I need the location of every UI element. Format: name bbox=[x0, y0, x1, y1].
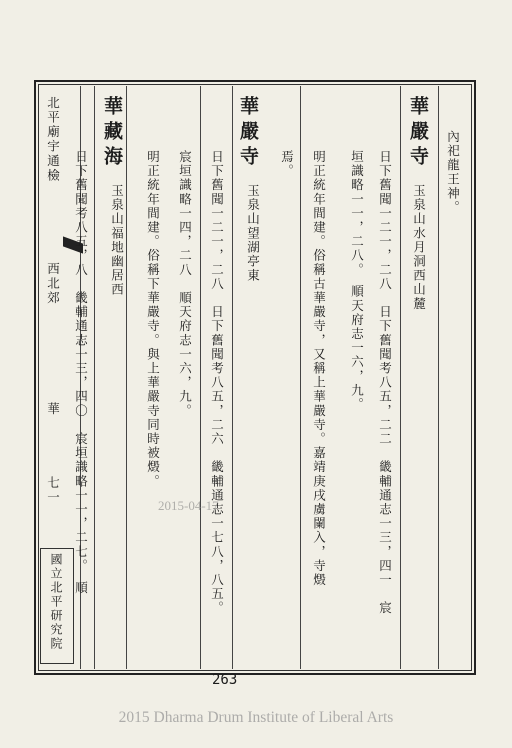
entry-c-history: 明正統年間建。俗稱下華嚴寺。與上華嚴寺同時被燬。 bbox=[145, 150, 161, 489]
column-rule bbox=[200, 86, 201, 669]
entry-b-refs-2: 垣識略一一，二八。 順天府志一六，九。 bbox=[349, 150, 365, 412]
entry-b-location: 玉泉山水月洞西山麓 bbox=[411, 184, 427, 311]
entry-d-heading: 華藏海 bbox=[101, 96, 123, 171]
entry-c-refs-1: 日下舊聞一二一，二八 日下舊聞考八五，二六 畿輔通志一七八，八五。 bbox=[209, 150, 225, 616]
page-frame-inner bbox=[38, 84, 472, 671]
entry-b-heading: 華嚴寺 bbox=[407, 96, 429, 171]
entry-d-location: 玉泉山福地幽居西 bbox=[109, 184, 125, 297]
entry-b-history: 明正統年間建。俗稱古華嚴寺，又稱上華嚴寺。嘉靖庚戌虜闌入，寺燬 bbox=[311, 150, 327, 588]
publisher-name: 國立北平研究院 bbox=[49, 553, 63, 651]
column-rule bbox=[232, 86, 233, 669]
column-rule bbox=[126, 86, 127, 669]
book-title: 北平廟宇通檢 bbox=[45, 96, 61, 183]
entry-a-line-1: 內祀龍王神。 bbox=[445, 130, 461, 215]
page-number: 263 bbox=[212, 672, 238, 688]
entry-c-refs-2: 宸垣識略一四，二八 順天府志一六，九。 bbox=[177, 150, 193, 418]
column-rule bbox=[400, 86, 401, 669]
folio-number: 七一 bbox=[45, 476, 61, 505]
region-label: 西北郊 bbox=[45, 262, 61, 306]
section-character: 華 bbox=[45, 402, 61, 417]
entry-d-refs: 日下舊聞考八五，八 畿輔通志一三，四〇 宸垣識略一一，二七。 順 bbox=[73, 150, 89, 595]
column-rule bbox=[94, 86, 95, 669]
entry-b-history-cont: 焉。 bbox=[279, 150, 295, 179]
watermark-institution: 2015 Dharma Drum Institute of Liberal Arts bbox=[118, 709, 394, 726]
column-rule bbox=[300, 86, 301, 669]
entry-c-location: 玉泉山望湖亭東 bbox=[245, 184, 261, 283]
entry-c-heading: 華嚴寺 bbox=[237, 96, 259, 171]
column-rule bbox=[438, 86, 439, 669]
watermark-date: 2015-04-17 bbox=[158, 498, 219, 513]
entry-b-refs-1: 日下舊聞一二一，二八 日下舊聞考八五，二二 畿輔通志一三，四一 宸 bbox=[377, 150, 393, 616]
